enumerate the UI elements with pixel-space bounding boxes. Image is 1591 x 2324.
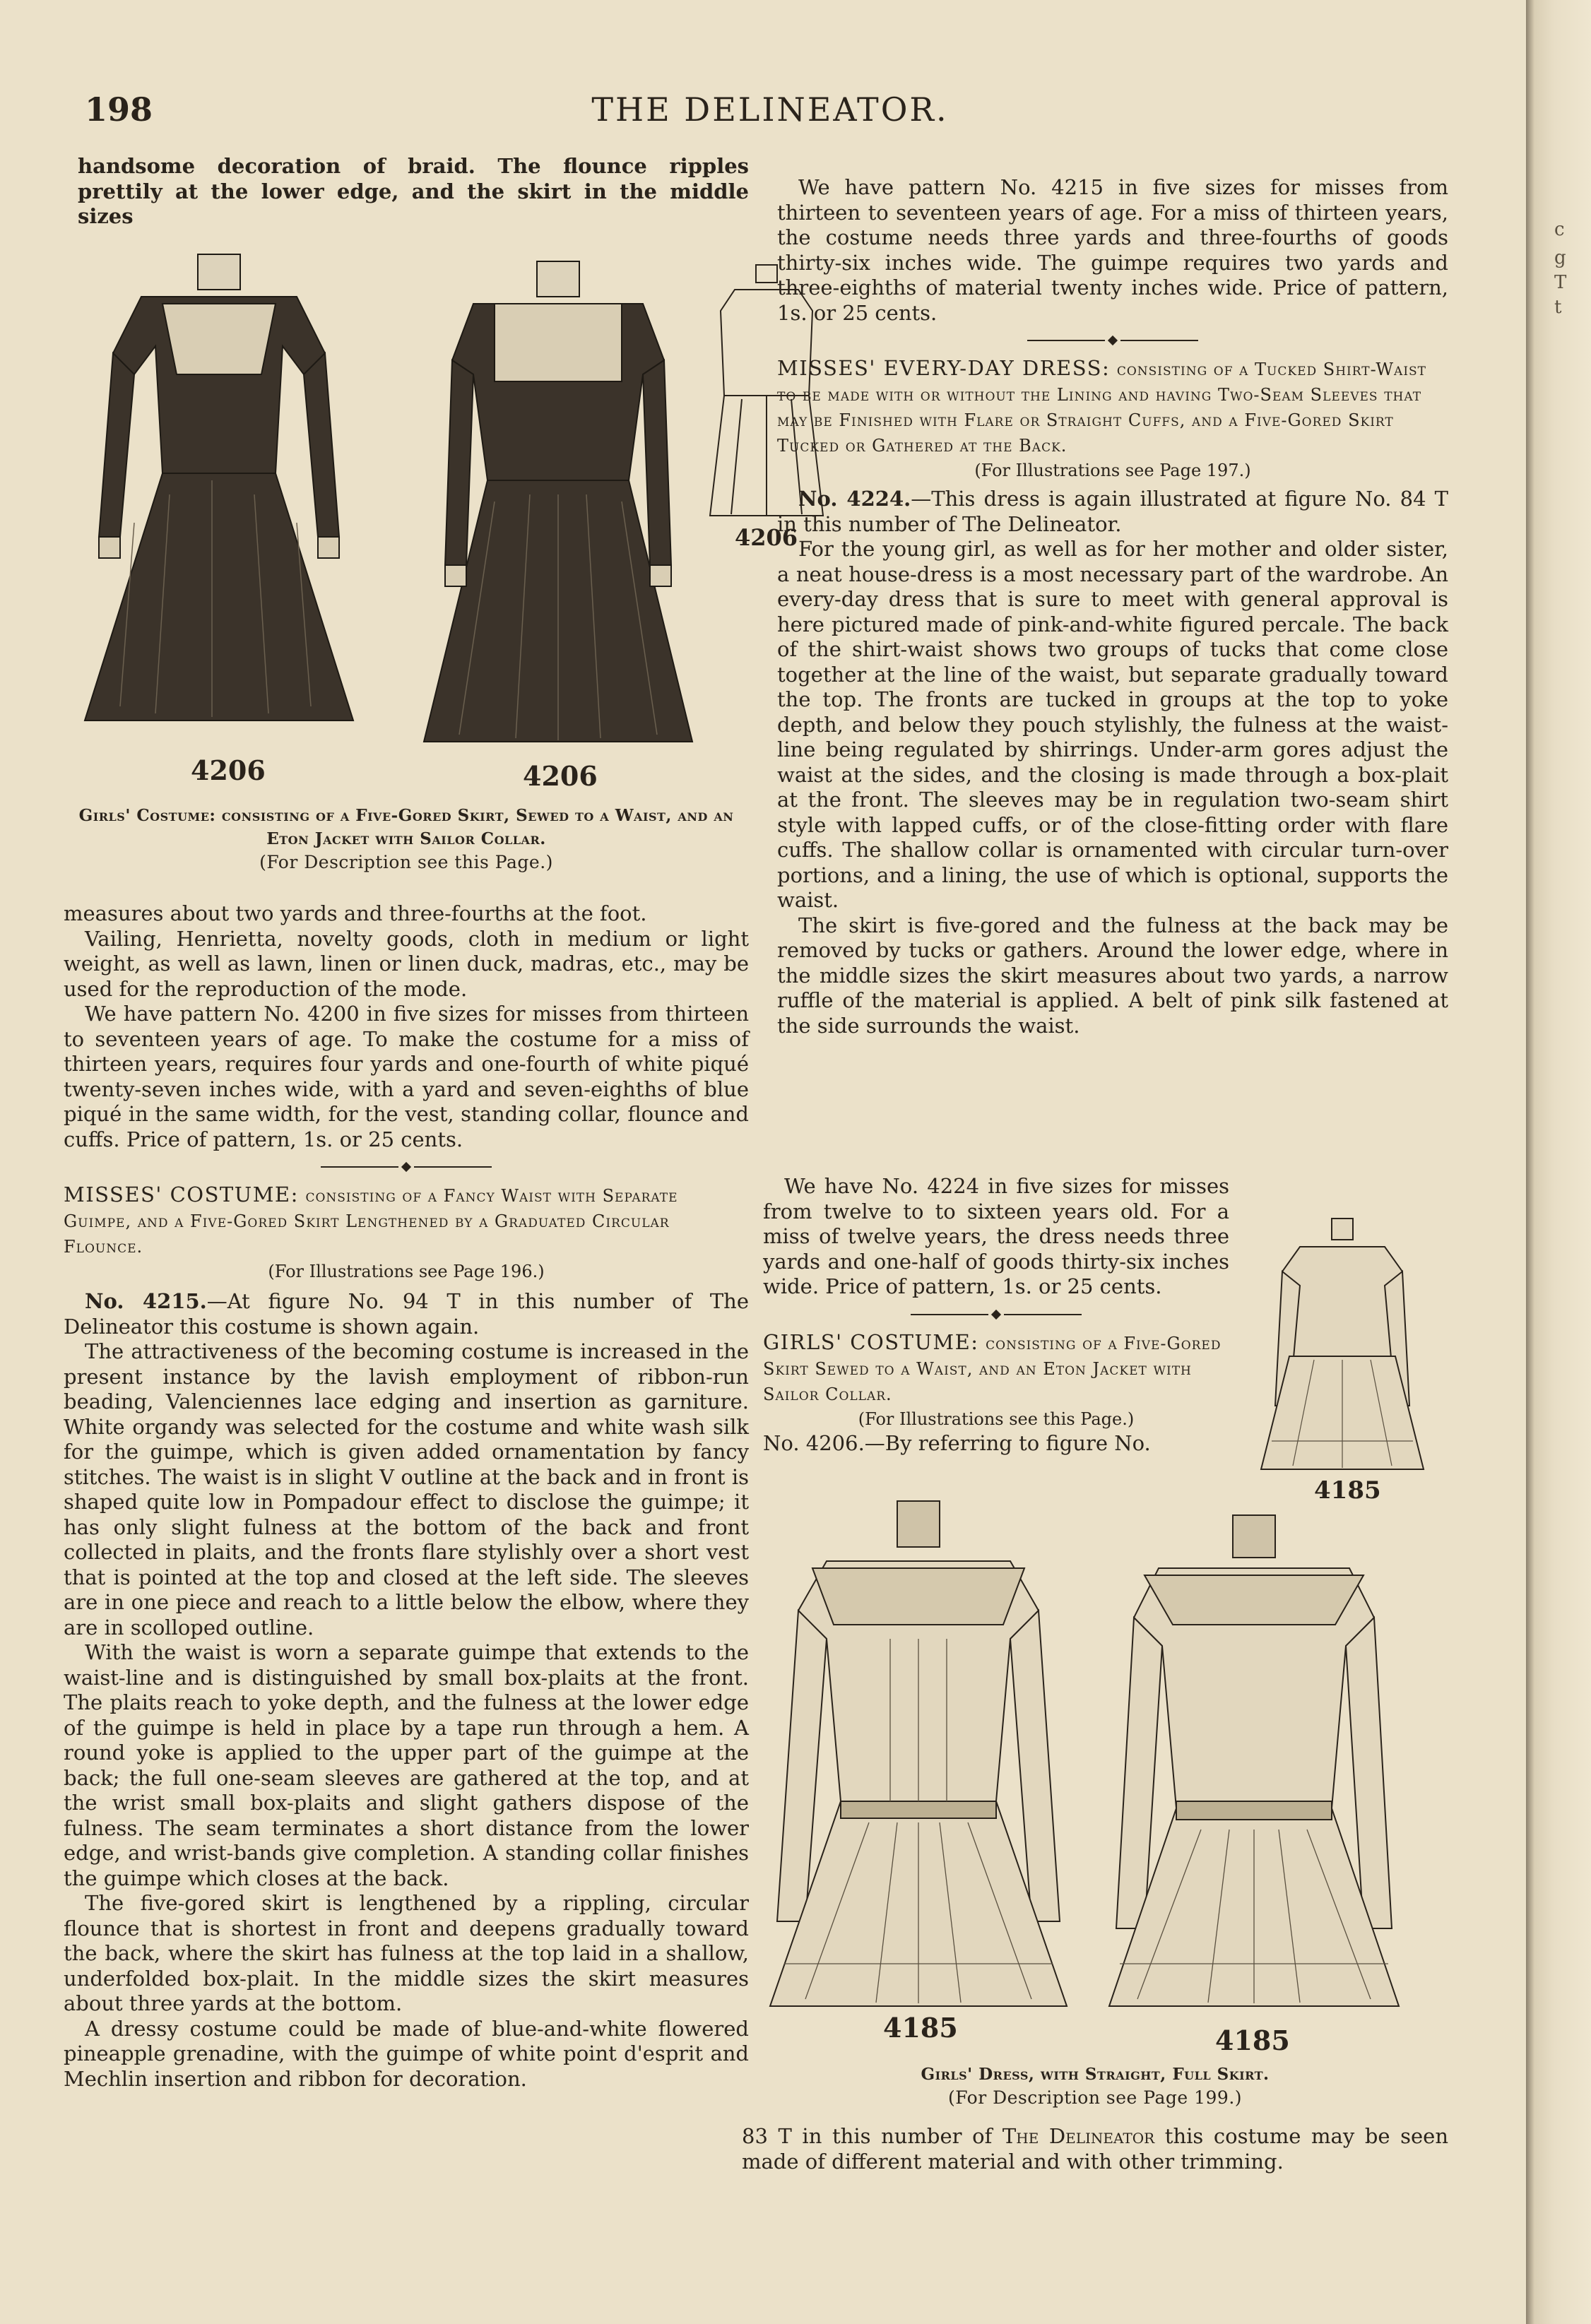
pattern-number: No. 4215. <box>85 1289 207 1313</box>
edge-fragment: g <box>1554 247 1566 268</box>
section-note: (For Illustrations see this Page.) <box>858 1409 1135 1429</box>
paragraph: The skirt is five-gored and the fulness at the back may be removed by tucks or gathers. Around the lower edge, where in the middle sizes the skirt measures about two yards, a narrow ruffle of the material is applied. A belt of pink silk fastened at the side surrounds the waist. <box>777 913 1448 1038</box>
intro-paragraph: handsome decoration of braid. The flounce ripples prettily at the lower edge, and the skirt in the middle sizes <box>78 154 749 228</box>
section-divider <box>763 1311 1229 1318</box>
section-heading <box>64 1182 749 1259</box>
figure-caption: Girls' Dress, with Straight, Full Skirt. <box>921 2065 1270 2084</box>
paragraph: For the young girl, as well as for her mother and older sister, a neat house-dress is a most necessary part of the wardrobe. An every-day dress that is sure to meet with general approval is here pictured made of pink-and-white figured percale. The back of the shirt-waist shows two groups of tucks that come close together at the line of the waist, but separate gradually toward the top. The fronts are tucked in groups at the top to yoke depth, and below they pouch stylishly, the fulness at the waist-line being regulated by shirrings. Under-arm gores adjust the waist at the sides, and the closing is made through a box-plait at the front. The sleeves may be in regulation two-seam shirt style with lapped cuffs, or of the close-fitting order with flare cuffs. The shallow collar is ornamented with circular turn-over portions, and a lining, the use of which is optional, supports the waist. <box>777 537 1448 912</box>
figure-number: 4206 <box>523 760 598 792</box>
figure-number: 4185 <box>1215 2024 1290 2056</box>
paragraph: —At figure No. 94 T in this number of The Delineator this costume is shown again. <box>64 1289 749 1339</box>
figure-caption-note: (For Description see this Page.) <box>259 852 553 872</box>
paragraph: A dressy costume could be made of blue-and-white flowered pineapple grenadine, with the guimpe of white point d'esprit and Mechlin insertion and ribbon for decoration. <box>64 2016 749 2091</box>
magazine-name: The Delineator <box>1002 2124 1155 2148</box>
paragraph-lead: 83 T in this number of <box>742 2124 993 2148</box>
pattern-number: No. 4224. <box>798 487 911 511</box>
edge-fragment: t <box>1554 297 1562 318</box>
figure-caption: Girls' Costume: consisting of a Five-Gored Skirt, Sewed to a Waist, and an Eton Jacket with Sailor Collar. <box>78 806 734 848</box>
paragraph: The attractiveness of the becoming costume is increased in the present instance by the lavish employment of ribbon-run beading, Valenciennes lace edging and insertion as garniture. White organdy was selected for the costume and white wash silk for the guimpe, which is given added ornamentation by fancy stitches. The waist is in slight V outline at the back and in front is shaped quite low in Pompadour effect to disclose the guimpe; it has only slight fulness at the bottom of the back and front collected in plaits, and the fronts flare stylishly over a short vest that is pointed at the top and closed at the left side. The sleeves are in one piece and reach to a little below the elbow, where they are in scolloped outline. <box>64 1339 749 1640</box>
paragraph: —This dress is again illustrated at figure No. 84 T in this number of The Delineator. <box>777 487 1448 536</box>
paragraph: We have No. 4224 in five sizes for misses from twelve to to sixteen years old. For a miss of twelve years, the dress needs three yards and one-half of goods thirty-six inches wide. Price of pattern, 1s. or 25 cents. <box>763 1174 1229 1298</box>
paragraph: this costume may be seen made of different material and with other trimming. <box>742 2124 1449 2174</box>
section-heading-title: GIRLS' COSTUME: <box>763 1329 979 1354</box>
figure-caption-note: (For Description see Page 199.) <box>947 2087 1243 2108</box>
section-note: (For Illustrations see Page 197.) <box>974 461 1251 480</box>
section-heading-desc: consisting of a Fancy Waist with Separate Guimpe, and a Five-Gored Skirt Lengthened by a Graduated Circular Flounce. <box>64 1186 678 1257</box>
edge-fragment: c <box>1554 219 1565 240</box>
paragraph: We have pattern No. 4215 in five sizes for misses from thirteen to seventeen years of age. For a miss of thirteen years, the costume needs three yards and three-fourths of goods thirty-six inches wide. The guimpe requires two yards and three-eighths of material twenty inches wide. Price of pattern, 1s. or 25 cents. <box>777 175 1448 325</box>
illustration-girls-dress-small <box>1258 1215 1427 1476</box>
section-divider <box>777 337 1448 344</box>
paragraph: With the waist is worn a separate guimpe that extends to the waist-line and is distinguished by small box-plaits at the front. The plaits reach to yoke depth, and the fulness at the lower edge of the guimpe is held in place by a tape run through a hem. A round yoke is applied to the upper part of the guimpe at the back; the full one-seam sleeves are gathered at the top, and at the wrist small box-plaits and slight gathers dispose of the fulness. The seam terminates a short distance from the lower edge, and wrist-bands give completion. A standing collar finishes the guimpe which closes at the back. <box>64 1640 749 1890</box>
left-column <box>64 804 749 2092</box>
section-heading-title: MISSES' COSTUME: <box>64 1182 299 1207</box>
paragraph: No. 4206.—By referring to figure No. <box>763 1430 1151 1455</box>
section-divider <box>64 1163 749 1170</box>
left-intro-text <box>78 154 749 230</box>
right-column-middle <box>763 1174 1229 1456</box>
paragraph: measures about two yards and three-fourths at the foot. <box>64 901 647 925</box>
figure-number: 4206 <box>191 754 266 786</box>
section-heading-desc: consisting of a Five-Gored Skirt Sewed to a Waist, and an Eton Jacket with Sailor Collar. <box>763 1333 1222 1404</box>
paragraph: We have pattern No. 4200 in five sizes for misses from thirteen to seventeen years of age. To make the costume for a miss of thirteen years, requires four yards and one-fourth of white piqué twenty-seven inches wide, with a yard and seven-eighths of blue piqué in the same width, for the vest, standing collar, flounce and cuffs. Price of pattern, 1s. or 25 cents. <box>64 1002 749 1151</box>
illustration-girls-dress-front <box>763 1498 1074 2013</box>
adjacent-page-edge <box>1526 0 1591 2324</box>
right-column-bottom <box>742 2063 1448 2174</box>
section-note: (For Illustrations see Page 196.) <box>268 1262 545 1281</box>
section-heading-desc: consisting of a Tucked Shirt-Waist to be made with or without the Lining and having Two-Seam Sleeves that may be Finished with Flare or Straight Cuffs, and a Five-Gored Skirt Tucked or Gathered at the Back. <box>777 360 1427 456</box>
illustration-girls-costume-back <box>417 254 699 763</box>
edge-fragment: T <box>1554 272 1567 293</box>
figure-number: 4206 <box>735 524 798 551</box>
paragraph: Vailing, Henrietta, novelty goods, cloth in medium or light weight, as well as lawn, linen or linen duck, madras, etc., may be used for the reproduction of the mode. <box>64 926 749 1001</box>
section-heading-title: MISSES' EVERY-DAY DRESS: <box>777 356 1111 380</box>
section-heading <box>777 355 1448 458</box>
section-heading <box>763 1329 1229 1407</box>
right-column-upper <box>777 175 1448 1038</box>
figure-number: 4185 <box>1314 1476 1381 1505</box>
page-number: 198 <box>85 90 153 129</box>
illustration-girls-dress-back <box>1102 1512 1406 2013</box>
illustration-girls-costume-jacket <box>71 240 374 763</box>
figure-number: 4185 <box>883 2012 958 2044</box>
paragraph: The five-gored skirt is lengthened by a rippling, circular flounce that is shortest in front and deepens gradually toward the back, where the skirt has fulness at the top laid in a shallow, underfolded box-plait. In the middle sizes the skirt measures about three yards at the bottom. <box>64 1891 749 2015</box>
page-header <box>78 83 1462 140</box>
running-head: THE DELINEATOR. <box>591 90 949 129</box>
